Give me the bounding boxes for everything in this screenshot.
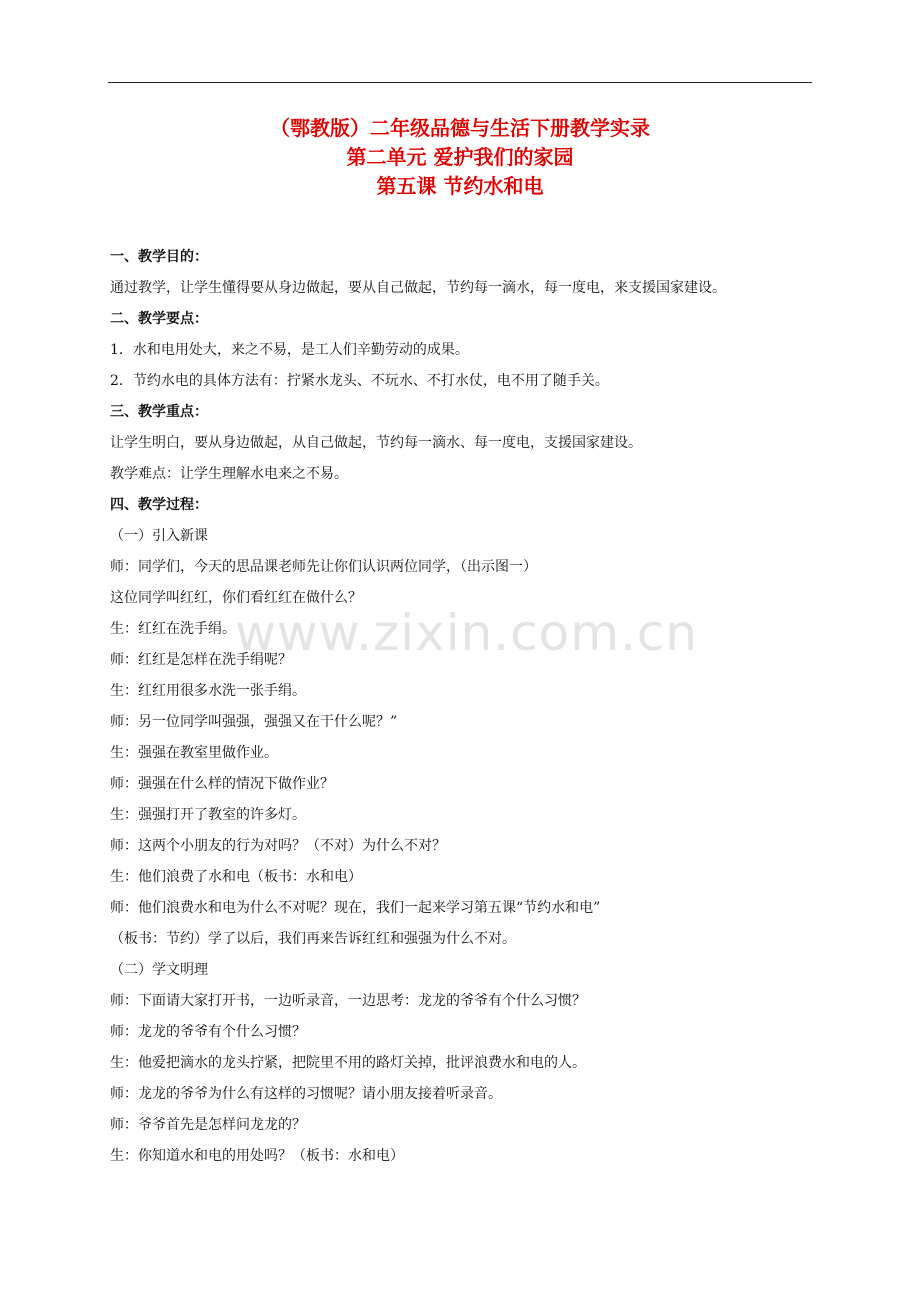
paragraph-line: 2．节约水电的具体方法有：拧紧水龙头、不玩水、不打水仗，电不用了随手关。: [110, 373, 609, 389]
paragraph-line: 师：红红是怎样在洗手绢呢？: [110, 652, 292, 668]
paragraph-line: 师：同学们，今天的思品课老师先让你们认识两位同学，（出示图一）: [110, 559, 537, 575]
paragraph-line: 生：红红用很多水洗一张手绢。: [110, 683, 306, 699]
paragraph-line: 生：他们浪费了水和电（板书：水和电）: [110, 869, 362, 885]
paragraph-line: 师：龙龙的爷爷为什么有这样的习惯呢？请小朋友接着听录音。: [110, 1086, 502, 1102]
header-rule: [108, 82, 812, 83]
paragraph-line: （二）学文明理: [110, 962, 208, 978]
paragraph-line: 生：强强打开了教室的许多灯。: [110, 807, 306, 823]
paragraph-line: 师：另一位同学叫强强，强强又在干什么呢？”: [110, 714, 398, 730]
paragraph-line: 生：他爱把滴水的龙头拧紧，把院里不用的路灯关掉，批评浪费水和电的人。: [110, 1055, 586, 1071]
document-title: （鄂教版）二年级品德与生活下册教学实录: [270, 116, 650, 140]
paragraph-line: 生：强强在教室里做作业。: [110, 745, 278, 761]
paragraph-line: 这位同学叫红红，你们看红红在做什么？: [110, 590, 362, 606]
watermark: www.zixin.com.cn: [235, 604, 699, 662]
paragraph-line: （一）引入新课: [110, 528, 208, 544]
lesson-title: 第五课 节约水和电: [376, 174, 544, 198]
document-title-block: [0, 114, 920, 201]
section-heading: 一、教学目的：: [110, 249, 208, 265]
paragraph-line: 师：这两个小朋友的行为对吗？（不对）为什么不对？: [110, 838, 446, 854]
paragraph-line: （板书：节约）学了以后，我们再来告诉红红和强强为什么不对。: [110, 931, 516, 947]
paragraph-line: 1．水和电用处大，来之不易，是工人们辛勤劳动的成果。: [110, 342, 469, 358]
paragraph-line: 师：他们浪费水和电为什么不对呢？现在，我们一起来学习第五课“节约水和电”: [110, 900, 601, 916]
paragraph-line: 生：红红在洗手绢。: [110, 621, 236, 637]
paragraph-line: 让学生明白，要从身边做起，从自己做起，节约每一滴水、每一度电，支援国家建设。: [110, 435, 642, 451]
section-heading: 三、教学重点：: [110, 404, 208, 420]
paragraph-line: 师：爷爷首先是怎样问龙龙的？: [110, 1117, 306, 1133]
section-heading: 二、教学要点：: [110, 311, 208, 327]
paragraph-line: 师：下面请大家打开书，一边听录音，一边思考：龙龙的爷爷有个什么习惯？: [110, 993, 586, 1009]
paragraph-line: 通过教学，让学生懂得要从身边做起，要从自己做起，节约每一滴水，每一度电，来支援国家建设。: [110, 280, 726, 296]
section-heading: 四、教学过程：: [110, 497, 208, 513]
unit-title: 第二单元 爱护我们的家园: [346, 145, 574, 169]
paragraph-line: 师：龙龙的爷爷有个什么习惯？: [110, 1024, 306, 1040]
paragraph-line: 生：你知道水和电的用处吗？（板书：水和电）: [110, 1148, 404, 1164]
paragraph-line: 师：强强在什么样的情况下做作业？: [110, 776, 334, 792]
document-body: [110, 242, 820, 1172]
paragraph-line: 教学难点：让学生理解水电来之不易。: [110, 466, 348, 482]
